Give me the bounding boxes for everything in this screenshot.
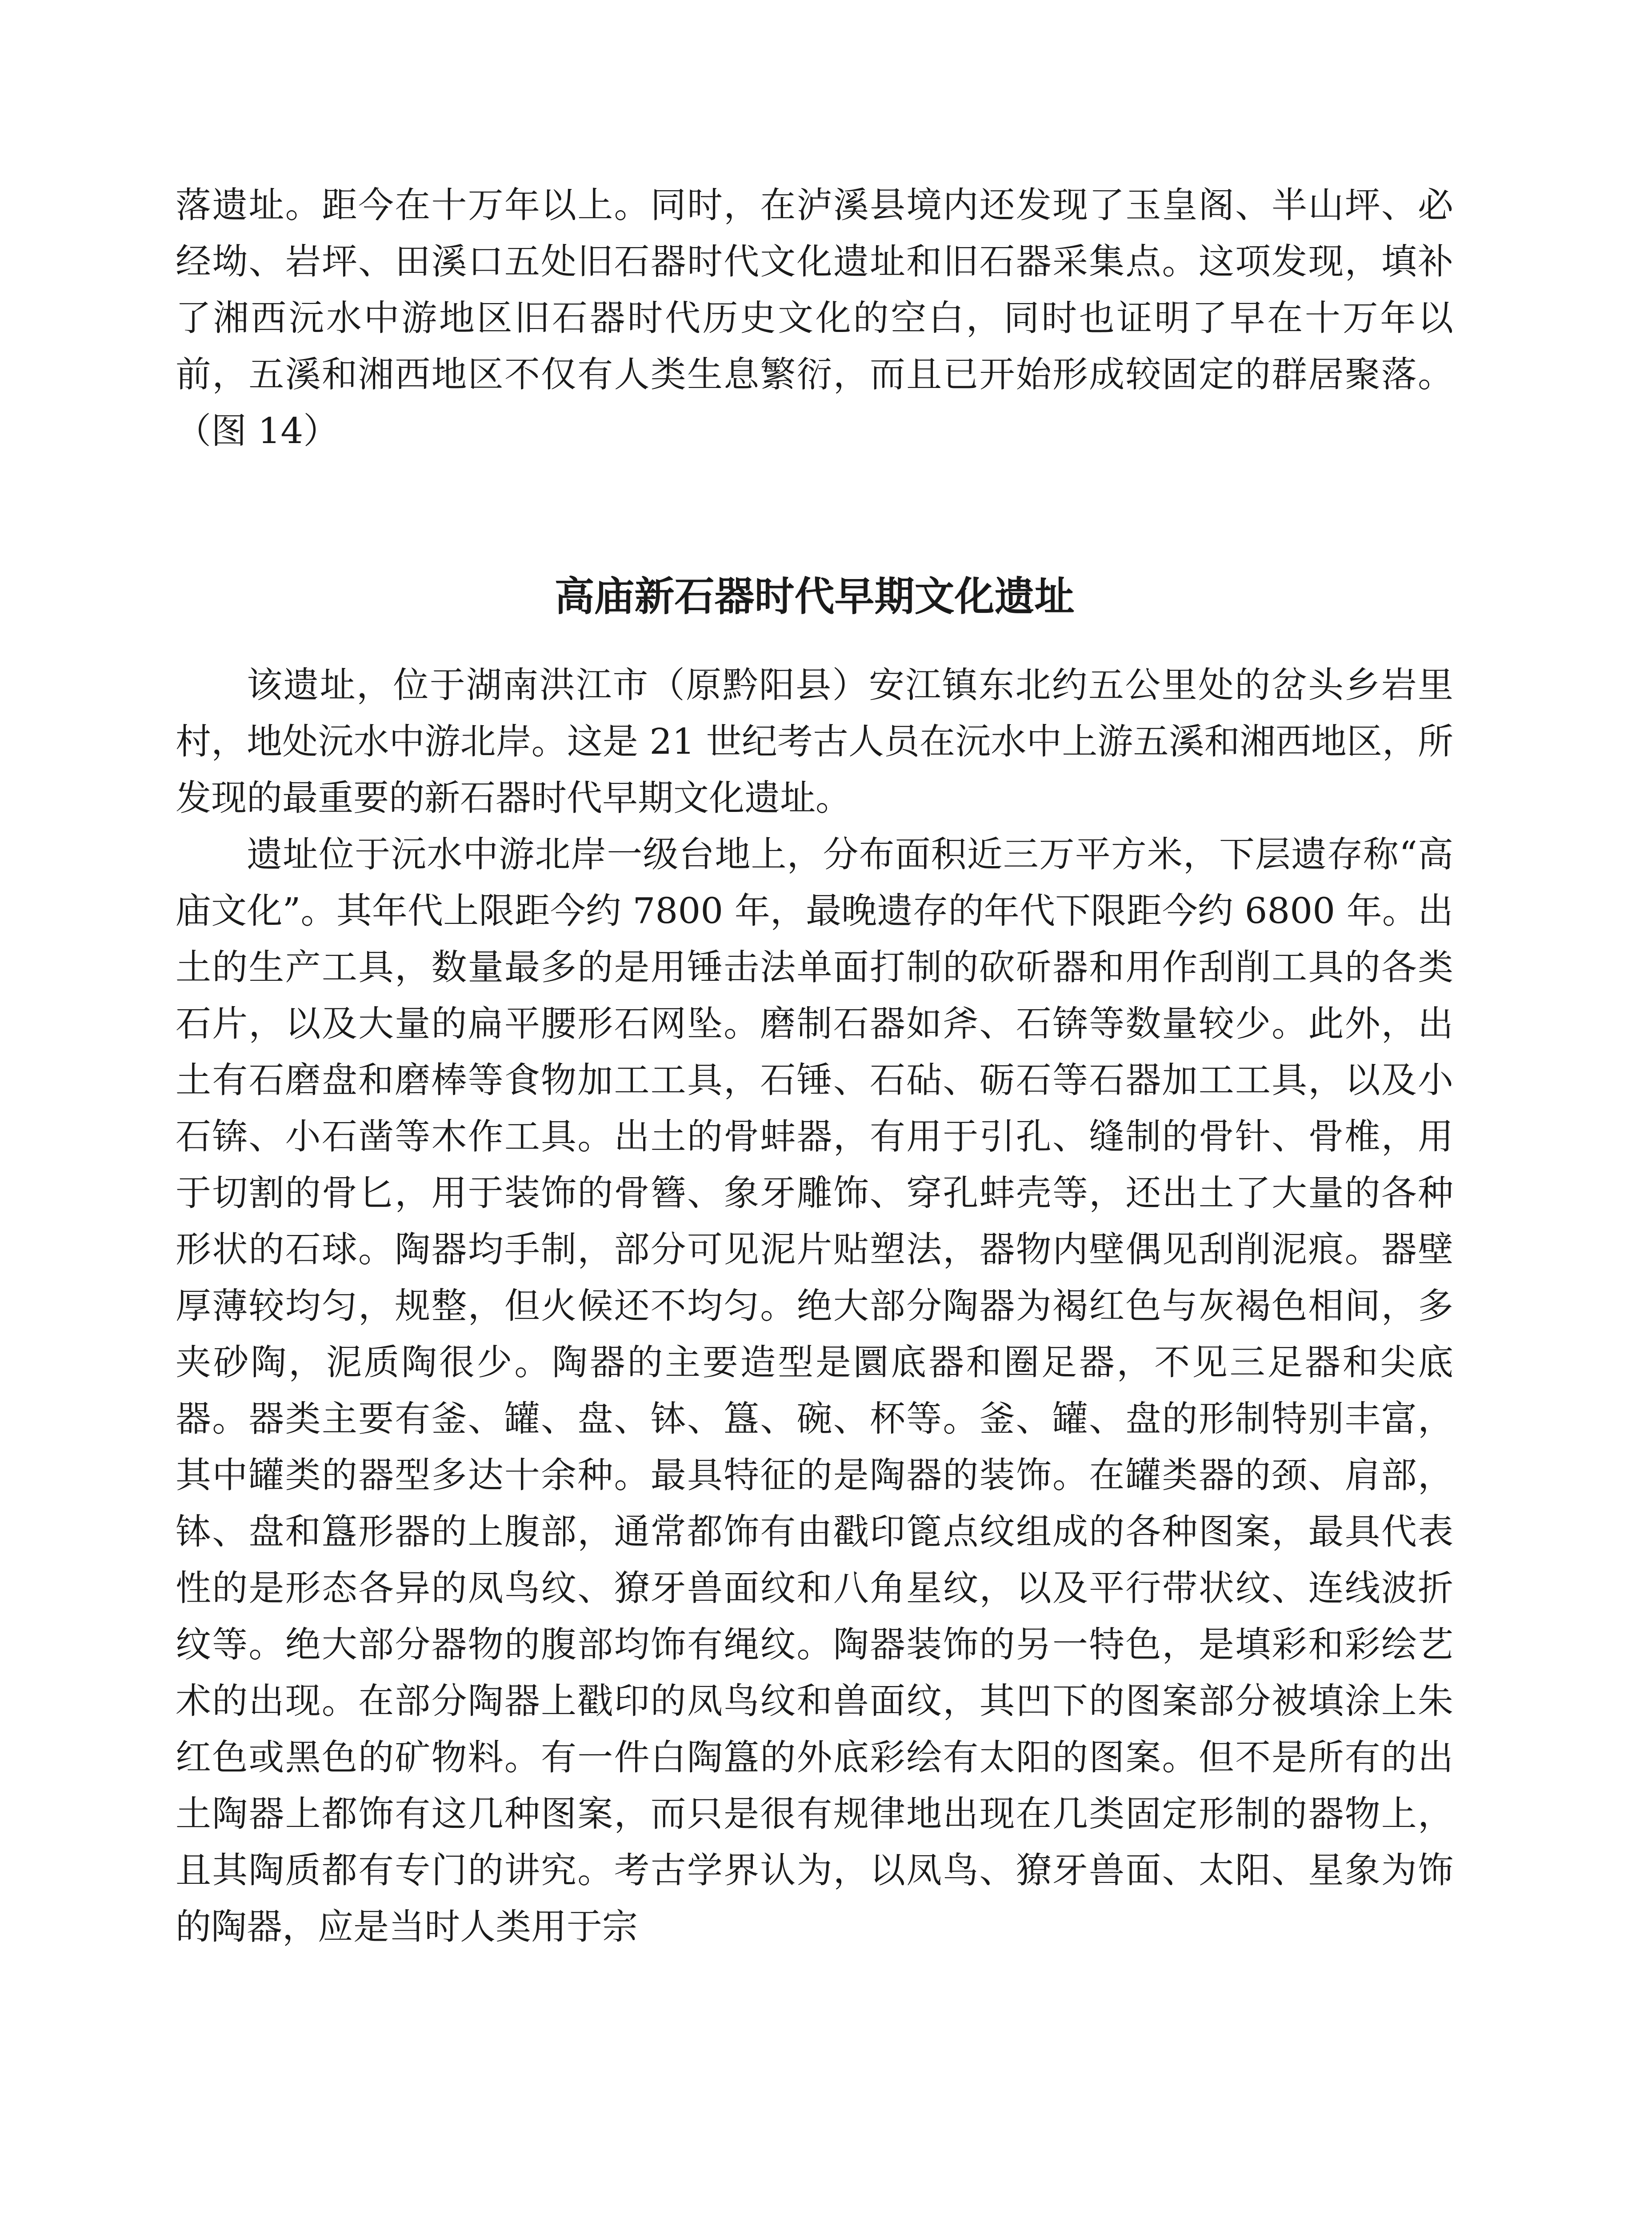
section-body [176,657,1453,1955]
continued-paragraph-block [176,177,1453,459]
section-heading: 高庙新石器时代早期文化遗址 [554,573,1075,620]
continued-paragraph: 落遗址。距今在十万年以上。同时，在泸溪县境内还发现了玉皇阁、半山坪、必经坳、岩坪、田溪口五处旧石器时代文化遗址和旧石器采集点。这项发现，填补了湘西沅水中游地区旧石器时代历史文化的空白，同时也证明了早在十万年以前，五溪和湘西地区不仅有人类生息繁衍，而且已开始形成较固定的群居聚落。（图 14） [176,184,1453,452]
body-paragraph: 该遗址，位于湖南洪江市（原黔阳县）安江镇东北约五公里处的岔头乡岩里村，地处沅水中游北岸。这是 21 世纪考古人员在沅水中上游五溪和湘西地区，所发现的最重要的新石器时代早期文化遗址。 [176,664,1453,819]
body-paragraph: 遗址位于沅水中游北岸一级台地上，分布面积近三万平方米，下层遗存称“高庙文化”。其年代上限距今约 7800 年，最晚遗存的年代下限距今约 6800 年。出土的生产工具，数量最多的是用锤击法单面打制的砍斫器和用作刮削工具的各类石片，以及大量的扁平腰形石网坠。磨制石器如斧、石锛等数量较少。此外，出土有石磨盘和磨棒等食物加工工具，石锤、石砧、砺石等石器加工工具，以及小石锛、小石凿等木作工具。出土的骨蚌器，有用于引孔、缝制的骨针、骨椎，用于切割的骨匕，用于装饰的骨簪、象牙雕饰、穿孔蚌壳等，还出土了大量的各种形状的石球。陶器均手制，部分可见泥片贴塑法，器物内壁偶见刮削泥痕。器壁厚薄较均匀，规整，但火候还不均匀。绝大部分陶器为褐红色与灰褐色相间，多夹砂陶，泥质陶很少。陶器的主要造型是圜底器和圈足器，不见三足器和尖底器。器类主要有釜、罐、盘、钵、簋、碗、杯等。釜、罐、盘的形制特别丰富，其中罐类的器型多达十余种。最具特征的是陶器的装饰。在罐类器的颈、肩部，钵、盘和簋形器的上腹部，通常都饰有由戳印篦点纹组成的各种图案，最具代表性的是形态各异的凤鸟纹、獠牙兽面纹和八角星纹，以及平行带状纹、连线波折纹等。绝大部分器物的腹部均饰有绳纹。陶器装饰的另一特色，是填彩和彩绘艺术的出现。在部分陶器上戳印的凤鸟纹和兽面纹，其凹下的图案部分被填涂上朱红色或黑色的矿物料。有一件白陶簋的外底彩绘有太阳的图案。但不是所有的出土陶器上都饰有这几种图案，而只是很有规律地出现在几类固定形制的器物上，且其陶质都有专门的讲究。考古学界认为，以凤鸟、獠牙兽面、太阳、星象为饰的陶器，应是当时人类用于宗 [176,834,1453,1947]
